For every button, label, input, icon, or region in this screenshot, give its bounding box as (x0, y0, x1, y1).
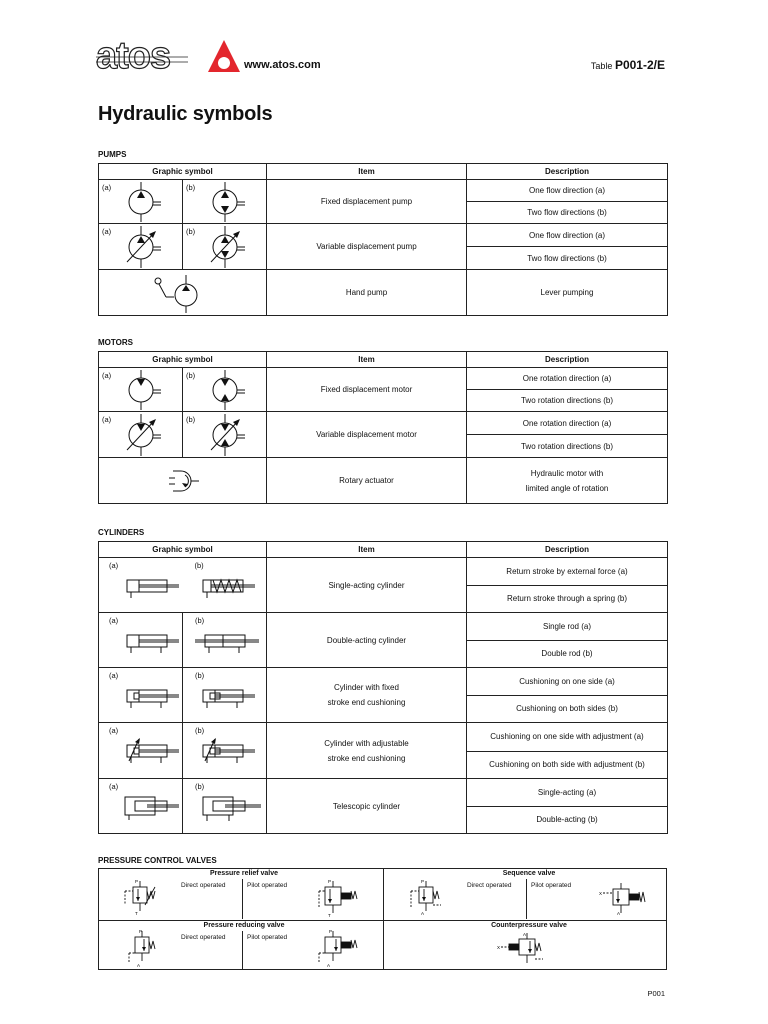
symbol-variable-pump-b (183, 224, 267, 270)
rotary-actuator-icon (163, 466, 203, 496)
fixed-pump-one-way-icon (111, 182, 171, 222)
label-b: (b) (186, 183, 196, 192)
desc-cell: Cushioning on both sides (b) (467, 695, 668, 723)
sequence-valve-pilot-icon (599, 881, 655, 917)
double-acting-cylinder-a-icon (125, 631, 185, 655)
single-acting-cylinder-a-icon (125, 576, 185, 600)
item-variable-motor: Variable displacement motor (267, 412, 467, 458)
desc-rotary-actuator: Hydraulic motor with limited angle of rotation (467, 458, 668, 504)
counterpressure-valve-icon (497, 931, 559, 969)
symbol-fixed-motor-b (183, 368, 267, 412)
page-number: P001 (647, 989, 665, 998)
item-single-acting-cylinder: Single-acting cylinder (267, 558, 467, 613)
reducing-direct-label: Direct operated (181, 934, 226, 941)
col-header-symbol: Graphic symbol (99, 542, 267, 558)
symbol-double-acting-cylinder: (a) (b) (99, 613, 267, 668)
item-telescopic-cylinder: Telescopic cylinder (267, 779, 467, 834)
desc-cell: One rotation direction (a) (467, 368, 668, 390)
relief-direct-label: Direct operated (181, 882, 226, 889)
desc-cell: Return stroke by external force (a) (467, 558, 668, 586)
table-code: P001-2/E (614, 58, 665, 72)
item-fixed-pump: Fixed displacement pump (267, 180, 467, 224)
svg-text:A: A (617, 911, 621, 916)
fixed-pump-two-way-icon (195, 182, 255, 222)
label-a: (a) (102, 371, 112, 380)
fixed-motor-one-way-icon (111, 370, 171, 410)
variable-pump-two-way-icon (195, 226, 255, 268)
desc-cell: Cushioning on one side with adjustment (a) (467, 723, 668, 752)
table-reference (591, 58, 665, 72)
svg-text:T: T (328, 913, 331, 918)
website-link[interactable]: www.atos.com (244, 59, 321, 71)
desc-cell: One flow direction (a) (467, 180, 668, 202)
symbol-telescopic-cylinder: (a) (b) (99, 779, 267, 834)
pumps-section-label: PUMPS (98, 150, 127, 159)
pumps-table (98, 163, 668, 316)
hand-pump-icon (148, 273, 218, 313)
svg-text:A: A (327, 963, 331, 968)
label-b: (b) (186, 415, 196, 424)
svg-text:T: T (135, 911, 138, 916)
col-header-description: Description (467, 352, 668, 368)
col-header-description: Description (467, 542, 668, 558)
svg-text:P: P (139, 929, 143, 934)
desc-cell: Two flow directions (b) (467, 202, 668, 224)
variable-pump-one-way-icon (111, 226, 171, 268)
item-rotary-actuator: Rotary actuator (267, 458, 467, 504)
item-adjustable-cushioning-cylinder: Cylinder with adjustable stroke end cushioning (267, 723, 467, 779)
table-prefix: Table (590, 61, 613, 71)
desc-cell: Cushioning on one side (a) (467, 668, 668, 696)
symbol-variable-motor-b (183, 412, 267, 458)
svg-text:A: A (421, 911, 425, 916)
svg-text:X: X (599, 891, 603, 896)
logo-wordmark: atos (96, 36, 171, 76)
label-a: (a) (102, 227, 112, 236)
symbol-single-acting-cylinder: (a) (b) (99, 558, 267, 613)
symbol-rotary-actuator (99, 458, 267, 504)
reducing-valve-title: Pressure reducing valve (203, 922, 285, 929)
svg-text:P: P (328, 879, 332, 884)
desc-cell: Two flow directions (b) (467, 247, 668, 270)
page-title: Hydraulic symbols (98, 103, 273, 125)
motors-table (98, 351, 668, 504)
symbol-hand-pump (99, 270, 267, 316)
relief-valve-direct-icon (121, 877, 165, 917)
relief-pilot-label: Pilot operated (247, 882, 288, 889)
reducing-valve-pilot-icon (315, 927, 365, 969)
svg-text:X: X (497, 945, 501, 950)
symbol-adjustable-cushioning-cylinder: (a) (b) (99, 723, 267, 779)
adjustable-cushion-cylinder-a-icon (125, 737, 185, 767)
item-fixed-motor: Fixed displacement motor (267, 368, 467, 412)
item-hand-pump: Hand pump (267, 270, 467, 316)
telescopic-double-acting-icon (201, 795, 265, 823)
valves-section-label: PRESSURE CONTROL VALVES (98, 856, 217, 865)
desc-cell: One rotation direction (a) (467, 412, 668, 435)
label-a: (a) (102, 183, 112, 192)
cylinders-table (98, 541, 668, 834)
sequence-pilot-label: Pilot operated (531, 882, 572, 889)
atos-logo (96, 36, 248, 76)
label-b: (b) (186, 227, 196, 236)
adjustable-cushion-cylinder-b-icon (201, 737, 261, 767)
reducing-pilot-label: Pilot operated (247, 934, 288, 941)
desc-cell: Cushioning on both side with adjustment (b) (467, 751, 668, 779)
desc-cell: Two rotation directions (b) (467, 435, 668, 458)
sequence-valve-title: Sequence valve (502, 870, 556, 877)
cylinders-section-label: CYLINDERS (98, 528, 145, 537)
svg-text:P: P (329, 929, 333, 934)
motors-section-label: MOTORS (98, 338, 133, 347)
col-header-item: Item (267, 542, 467, 558)
sequence-direct-label: Direct operated (467, 882, 512, 889)
svg-text:A: A (523, 932, 527, 937)
col-header-item: Item (267, 352, 467, 368)
telescopic-single-acting-icon (123, 795, 183, 821)
desc-cell: One flow direction (a) (467, 224, 668, 247)
fixed-cushion-cylinder-a-icon (125, 686, 185, 710)
desc-cell: Lever pumping (467, 270, 668, 316)
col-header-description: Description (467, 164, 668, 180)
item-double-acting-cylinder: Double-acting cylinder (267, 613, 467, 668)
col-header-symbol: Graphic symbol (99, 352, 267, 368)
sequence-valve-direct-icon (407, 877, 451, 917)
symbol-fixed-motor-a (99, 368, 183, 412)
item-fixed-cushioning-cylinder: Cylinder with fixed stroke end cushioning (267, 668, 467, 723)
fixed-cushion-cylinder-b-icon (201, 686, 261, 710)
symbol-fixed-cushioning-cylinder: (a) (b) (99, 668, 267, 723)
svg-text:P: P (135, 879, 139, 884)
variable-motor-one-way-icon (111, 414, 171, 456)
pressure-valves-table (98, 868, 667, 970)
label-b: (b) (186, 371, 196, 380)
col-header-symbol: Graphic symbol (99, 164, 267, 180)
symbol-variable-pump-a (99, 224, 183, 270)
symbol-fixed-pump-a (99, 180, 183, 224)
label-a: (a) (102, 415, 112, 424)
desc-cell: Single rod (a) (467, 613, 668, 641)
reducing-valve-direct-icon (125, 927, 165, 969)
symbol-variable-motor-a (99, 412, 183, 458)
item-variable-pump: Variable displacement pump (267, 224, 467, 270)
symbol-fixed-pump-b (183, 180, 267, 224)
single-acting-cylinder-b-icon (201, 576, 261, 600)
svg-text:A: A (137, 963, 141, 968)
col-header-item: Item (267, 164, 467, 180)
relief-valve-pilot-icon (315, 877, 365, 919)
variable-motor-two-way-icon (195, 414, 255, 456)
fixed-motor-two-way-icon (195, 370, 255, 410)
desc-cell: Return stroke through a spring (b) (467, 585, 668, 613)
desc-cell: Single-acting (a) (467, 779, 668, 807)
relief-valve-title: Pressure relief valve (209, 870, 279, 877)
double-acting-cylinder-b-icon (193, 631, 263, 655)
desc-cell: Double rod (b) (467, 640, 668, 668)
desc-cell: Double-acting (b) (467, 806, 668, 834)
svg-text:P: P (421, 879, 425, 884)
counterpressure-valve-title: Counterpressure valve (491, 922, 567, 929)
desc-cell: Two rotation directions (b) (467, 390, 668, 412)
